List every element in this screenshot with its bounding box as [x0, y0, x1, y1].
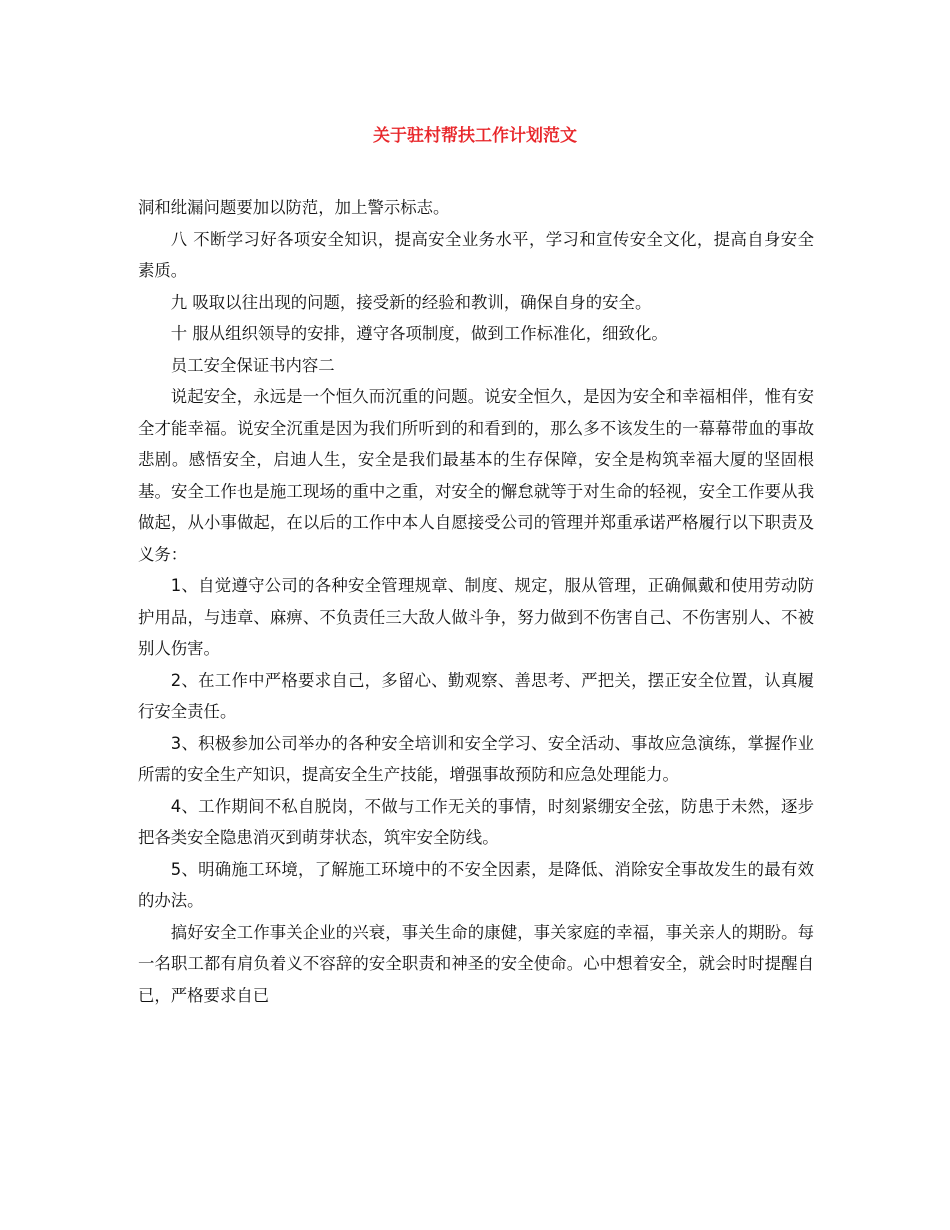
paragraph: 4、工作期间不私自脱岗，不做与工作无关的事情，时刻紧绷安全弦，防患于未然，逐步把各类安全隐患消灭到萌芽状态，筑牢安全防线。: [138, 796, 814, 847]
paragraph: 3、积极参加公司举办的各种安全培训和安全学习、安全活动、事故应急演练，掌握作业所需的安全生产知识，提高安全生产技能，增强事故预防和应急处理能力。: [138, 733, 814, 784]
paragraph: 员工安全保证书内容二: [170, 355, 335, 375]
paragraph: 搞好安全工作事关企业的兴衰，事关生命的康健，事关家庭的幸福，事关亲人的期盼。每一名职工都有肩负着义不容辞的安全职责和神圣的安全使命。心中想着安全，就会时时提醒自已，严格要求自已: [138, 922, 814, 1005]
paragraph: 1、自觉遵守公司的各种安全管理规章、制度、规定，服从管理，正确佩戴和使用劳动防护用品，与违章、麻痹、不负责任三大敌人做斗争，努力做到不伤害自己、不伤害别人、不被别人伤害。: [138, 576, 814, 658]
paragraph: 洞和纰漏问题要加以防范，加上警示标志。: [138, 198, 450, 217]
paragraph: 2、在工作中严格要求自己，多留心、勤观察、善思考、严把关，摆正安全位置，认真履行安全责任。: [138, 670, 814, 721]
document-title: 关于驻村帮扶工作计划范文: [373, 126, 577, 146]
document-body: [138, 192, 814, 1011]
paragraph: 八 不断学习好各项安全知识，提高安全业务水平，学习和宣传安全文化，提高自身安全素质。: [138, 229, 814, 280]
paragraph: 十 服从组织领导的安排，遵守各项制度，做到工作标准化，细致化。: [170, 324, 668, 343]
paragraph: 说起安全，永远是一个恒久而沉重的问题。说安全恒久，是因为安全和幸福相伴，惟有安全才能幸福。说安全沉重是因为我们所听到的和看到的，那么多不该发生的一幕幕带血的事故悲剧。感悟安全，启迪人生，安全是我们最基本的生存保障，安全是构筑幸福大厦的坚固根基。安全工作也是施工现场的重中之重，对安全的懈怠就等于对生命的轻视，安全工作要从我做起，从小事做起，在以后的工作中本人自愿接受公司的管理并郑重承诺严格履行以下职责及义务：: [138, 387, 814, 564]
paragraph: 5、明确施工环境，了解施工环境中的不安全因素，是降低、消除安全事故发生的最有效的办法。: [138, 859, 814, 910]
paragraph: 九 吸取以往出现的问题，接受新的经验和教训，确保自身的安全。: [170, 292, 652, 312]
